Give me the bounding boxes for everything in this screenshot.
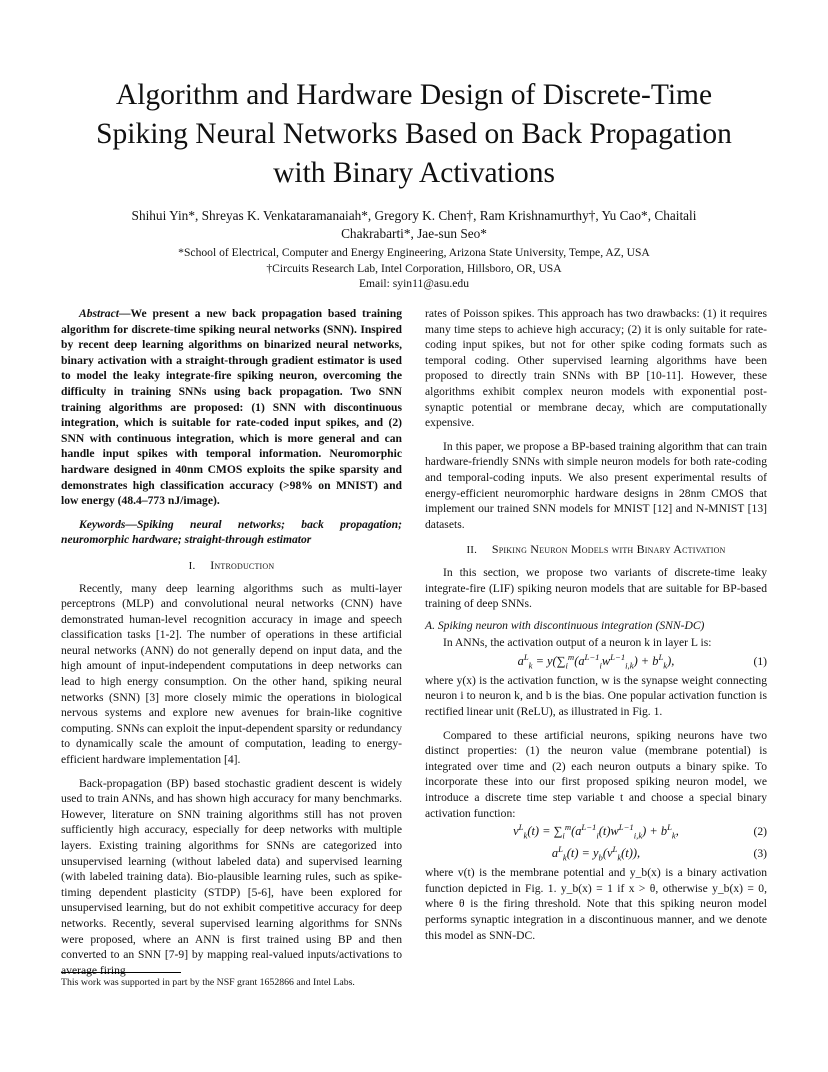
abstract [61,306,402,509]
intro-paragraph-4: In this paper, we propose a BP-based training algorithm that can train hardware-friendly SNNs with simple neuron models for both rate-coding and temporal-coding inputs. We also present experimental results of energy-efficient neuromorphic hardware designs in 28nm CMOS that implement our trained SNN models for MNIST [12] and N-MNIST [13] datasets. [425,439,767,531]
title-line: Spiking Neural Networks Based on Back Propagation [96,118,732,150]
affiliation-line: †Circuits Research Lab, Intel Corporation, Hillsboro, OR, USA [266,261,562,275]
equation-body: $a^L_k(t) = y_b(v^L_k(t))$, [551,844,641,863]
equation-body: $a^L_k = y(\sum_i^m(a^{L-1}_iw^{L-1}_{i,k}) + b^L_k)$, [517,651,675,671]
affiliations [40,245,788,292]
right-column [425,306,767,943]
abstract-lead: Abstract— [79,307,131,320]
intro-paragraph-3: rates of Poisson spikes. This approach has two drawbacks: (1) it requires many time steps to achieve high accuracy; (2) it is only suitable for rate-coding input spikes, but not for other spike coding formats such as temporal coding. Other supervised learning algorithms have been proposed to directly train SNNs with BP [10-11]. However, these algorithms exhibit complex neuron models with exponential post-synaptic potential or membrane decay, which are computationally expensive. [425,307,767,430]
keywords: Keywords—Spiking neural networks; back propagation; neuromorphic hardware; straight-through estimator [61,517,402,547]
title-line: with Binary Activations [273,157,555,189]
section-number: II. [466,544,478,557]
section2-paragraph-2: In ANNs, the activation output of a neuron k in layer L is: [443,636,712,650]
equation-3 [425,843,767,865]
footnote-divider [61,972,181,973]
section-number: I. [188,559,196,572]
section2-paragraph-5: where v(t) is the membrane potential and y_b(x) is a binary activation function depicted in Fig. 1. y_b(x) = 1 if x > θ, otherwise y_b(x) = 0, where θ is the firing threshold. Note that this spiking neuron model performs synaptic integration in a discontinuous manner, and we denote this model as SNN-DC. [425,866,767,942]
section2-paragraph-4: Compared to these artificial neurons, spiking neurons have two distinct properties: (1) the neuron value (membrane potential) is integrated over time and (2) each neuron outputs a binary spike. To incorporate these into our first proposed spiking neuron model, we introduce a discrete time step variable t and choose a special binary activation function: [425,728,767,820]
authors-line: Shihui Yin*, Shreyas K. Venkataramanaiah*, Gregory K. Chen†, Ram Krishnamurthy†, Yu Cao*, Chaitali [131,208,697,223]
author-list [40,207,788,243]
section-title: Introduction [210,557,275,572]
section-title: Spiking Neuron Models with Binary Activation [491,542,726,557]
email-line: Email: syin11@asu.edu [358,277,470,290]
section2-paragraph-1: In this section, we propose two variants of discrete-time leaky integrate-fire (LIF) spiking neuron models that are suitable for BP-based training of deep SNNs. [425,565,767,611]
footnote: This work was supported in part by the NSF grant 1652866 and Intel Labs. [61,977,355,988]
equation-1 [425,651,767,673]
section-heading-models [425,542,767,559]
equation-number: (3) [753,847,767,861]
equation-body: $v^L_k(t) = \sum_i^m(a^{L-1}_i(t)w^{L-1}_{i,k}) + b^L_k$, [513,822,679,841]
subsection-heading: A. Spiking neuron with discontinuous integration (SNN-DC) [425,618,705,632]
intro-paragraph-1: Recently, many deep learning algorithms such as multi-layer perceptrons (MLP) and convolutional neural networks (CNN) have demonstrated human-level recognition accuracy in image and speech classification tasks [1-2]. The number of operations in these artificial neural networks (ANN) do not generally depend on input data, and the high amount of input-independent computations in deep networks can lead to high energy consumption. On the other hand, spiking neural networks (SNN) [3] more closely mimic the operations in biological nervous systems and explore new avenues for brain-like cognitive computing. SNNs can exploit the input-dependent sparsity or redundancy to dynamically scale the amount of computation, leading to energy-efficient hardware implementation [4]. [61,581,402,767]
abstract-text: We present a new back propagation based training algorithm for discrete-time spiking neural networks (SNN). Inspired by recent deep learning algorithms on binarized neural networks, binary activation with a straight-through gradient estimator is used to model the leaky integrate-fire spiking neuron, overcoming the difficulty in training SNNs using back propagation. Two SNN training algorithms are proposed: (1) SNN with discontinuous integration, which is suitable for rate-coded input spikes, and (2) SNN with continuous integration, which is more general and can handle input spikes with temporal information. Neuromorphic hardware designed in 40nm CMOS exploits the spike sparsity and demonstrates high classification accuracy (>98% on MNIST) and low energy (48.4–773 nJ/image). [61,307,402,508]
section-heading-introduction [61,558,402,575]
title-line: Algorithm and Hardware Design of Discrete-Time [115,79,713,111]
section2-paragraph-3: where y(x) is the activation function, w is the synapse weight connecting neuron i to neuron k, and b is the bias. One popular activation function is rectified linear unit (ReLU), as illustrated in Fig. 1. [425,673,767,719]
authors-line: Chakrabarti*, Jae-sun Seo* [341,226,487,241]
equation-2 [425,821,767,843]
equation-number: (2) [753,825,767,839]
affiliation-line: *School of Electrical, Computer and Energy Engineering, Arizona State University, Tempe, AZ, USA [178,246,650,259]
intro-paragraph-2: Back-propagation (BP) based stochastic gradient descent is widely used to train ANNs, and has shown high accuracy for many benchmarks. However, literature on SNN training algorithms still has not proven sufficiently high accuracy, especially for deep networks with multiple layers. Existing training algorithms for SNNs are categorized into unsupervised learning (without labeled data) and supervised learning (with labeled training data). Bio-plausible learning rules, such as spike-timing dependent plasticity (STDP) [5-6], have been explored for unsupervised learning, but do not exhibit competitive accuracy for deep networks. Recently, several supervised learning algorithms for SNNs were proposed, where an ANN is first trained using BP and then converted to an SNN [7-9] by mapping real-valued inputs/activations to average firing [61,776,402,977]
paper-title [40,76,788,193]
left-column [61,306,402,978]
equation-number: (1) [753,654,767,668]
